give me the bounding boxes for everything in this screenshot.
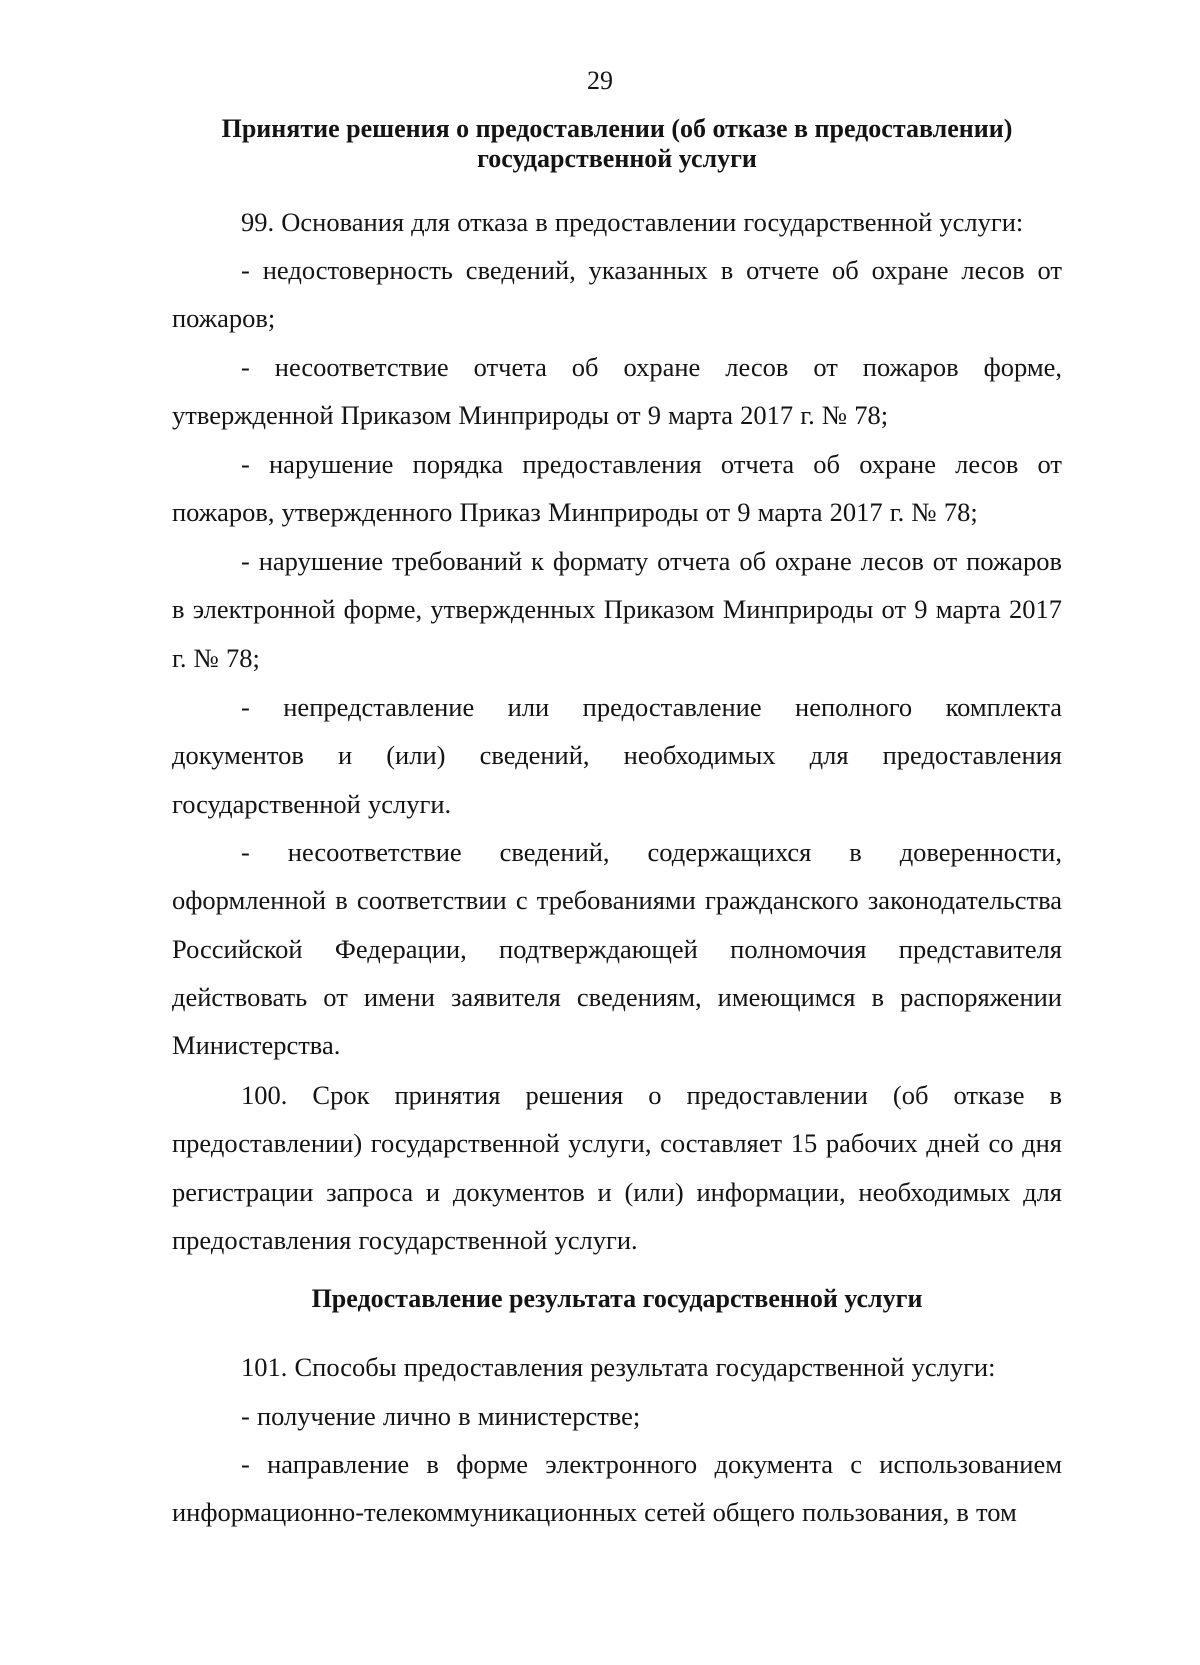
paragraph-100: 100. Срок принятия решения о предоставлении (об отказе в предоставлении) государственной услуги, составляет 15 рабочих дней со дня регистрации запроса и документов и (или) информации, необходимых для предоставления государственной услуги.: [172, 1080, 1062, 1255]
list-item: - несоответствие отчета об охране лесов от пожаров форме, утвержденной Приказом Минприроды от 9 марта 2017 г. № 78;: [172, 352, 1062, 431]
list-item: - нарушение порядка предоставления отчета об охране лесов от пожаров, утвержденного Приказ Минприроды от 9 марта 2017 г. № 78;: [172, 449, 1062, 528]
section-heading: Предоставление результата государственной услуги: [311, 1284, 923, 1313]
page-number: 29: [587, 66, 613, 95]
paragraph-101: 101. Способы предоставления результата государственной услуги:: [241, 1352, 996, 1382]
paragraph-99: 99. Основания для отказа в предоставлении государственной услуги:: [241, 207, 1024, 237]
list-item: - получение лично в министерстве;: [241, 1401, 641, 1431]
section-heading: [172, 114, 1062, 174]
list-item: - несоответствие сведений, содержащихся в доверенности, оформленной в соответствии с требованиями гражданского законодательства Российской Федерации, подтверждающей полномочия представителя действовать от имени заявителя сведениям, имеющимся в распоряжении Министерства.: [172, 837, 1062, 1061]
list-item: - непредставление или предоставление неполного комплекта документов и (или) сведений, необходимых для предоставления государственной услуги.: [172, 692, 1062, 819]
section-heading-line: государственной услуги: [477, 144, 757, 173]
list-item: - нарушение требований к формату отчета об охране лесов от пожаров в электронной форме, утвержденных Приказом Минприроды от 9 марта 2017 г. № 78;: [172, 546, 1062, 673]
list-item: - направление в форме электронного документа с использованием информационно-телекоммуникационных сетей общего пользования, в том: [172, 1449, 1062, 1528]
list-item: - недостоверность сведений, указанных в отчете об охране лесов от пожаров;: [172, 255, 1062, 334]
section-heading-line: Принятие решения о предоставлении (об отказе в предоставлении): [221, 114, 1013, 143]
